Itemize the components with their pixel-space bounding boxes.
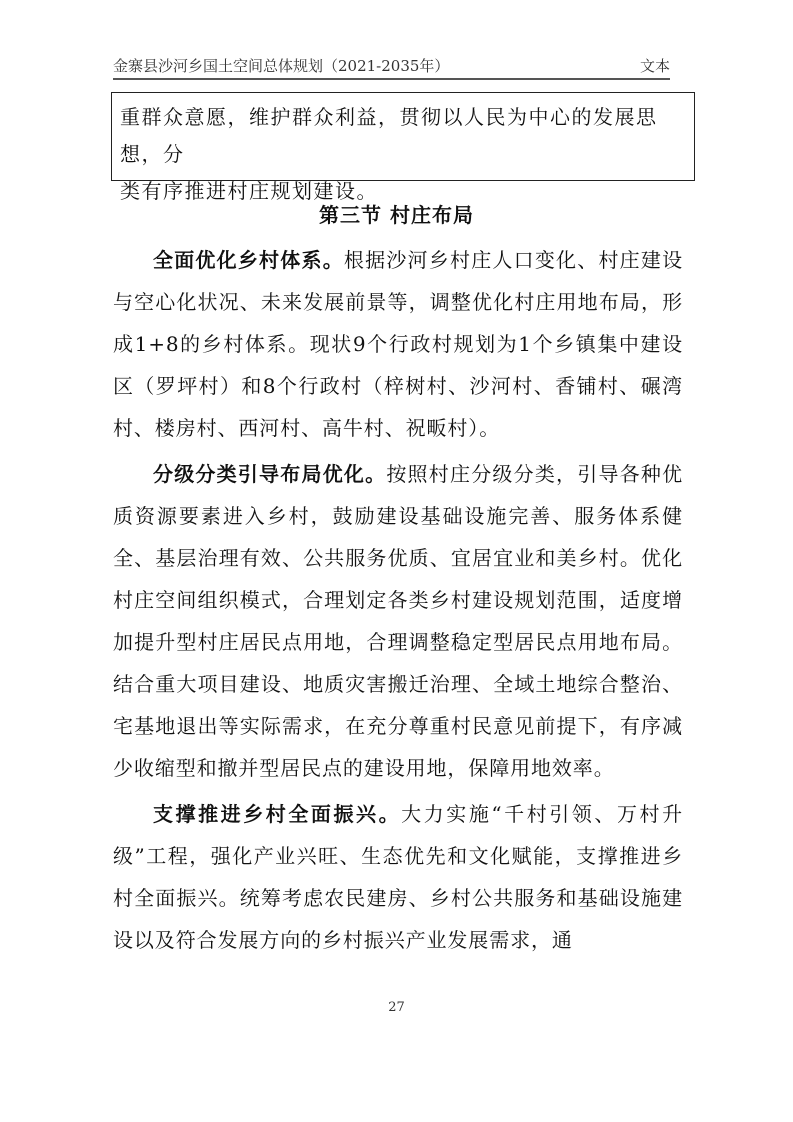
body-content — [113, 239, 683, 965]
page-number: 27 — [388, 1000, 405, 1015]
paragraph-body: 根据沙河乡村庄人口变化、村庄建设与空心化状况、未来发展前景等，调整优化村庄用地布局，形成1+8的乡村体系。现状9个行政村规划为1个乡镇集中建设区（罗坪村）和8个行政村（梓树村、沙河村、香铺村、碾湾村、楼房村、西河村、高牛村、祝畈村）。 — [113, 248, 683, 440]
section-title: 第三节 村庄布局 — [319, 203, 474, 227]
paragraph-lead: 分级分类引导布局优化。 — [153, 462, 387, 486]
page-header — [113, 50, 670, 80]
boxed-text-line: 重群众意愿，维护群众利益，贯彻以人民为中心的发展思想，分 — [120, 105, 658, 166]
paragraph-body: 大力实施“千村引领、万村升级”工程，强化产业兴旺、生态优先和文化赋能，支撑推进乡村全面振兴。统筹考虑农民建房、乡村公共服务和基础设施建设以及符合发展方向的乡村振兴产业发展需求，通 — [113, 802, 683, 952]
paragraph-lead: 支撑推进乡村全面振兴。 — [153, 802, 402, 826]
paragraph — [113, 453, 683, 789]
document-title: 金寨县沙河乡国土空间总体规划（2021-2035年） — [113, 57, 450, 75]
boxed-text-frame — [111, 92, 695, 203]
paragraph — [113, 793, 683, 961]
boxed-text-line: 类有序推进村庄规划建设。 — [120, 179, 378, 203]
paragraph-body: 按照村庄分级分类，引导各种优质资源要素进入乡村，鼓励建设基础设施完善、服务体系健全、基层治理有效、公共服务优质、宜居宜业和美乡村。优化村庄空间组织模式，合理划定各类乡村建设规划范围，适度增加提升型村庄居民点用地，合理调整稳定型居民点用地布局。结合重大项目建设、地质灾害搬迁治理、全域土地综合整治、宅基地退出等实际需求，在充分尊重村民意见前提下，有序减少收缩型和撤并型居民点的建设用地，保障用地效率。 — [113, 462, 683, 780]
paragraph-lead: 全面优化乡村体系。 — [153, 248, 344, 272]
paragraph — [113, 239, 683, 449]
document-type: 文本 — [639, 57, 670, 75]
